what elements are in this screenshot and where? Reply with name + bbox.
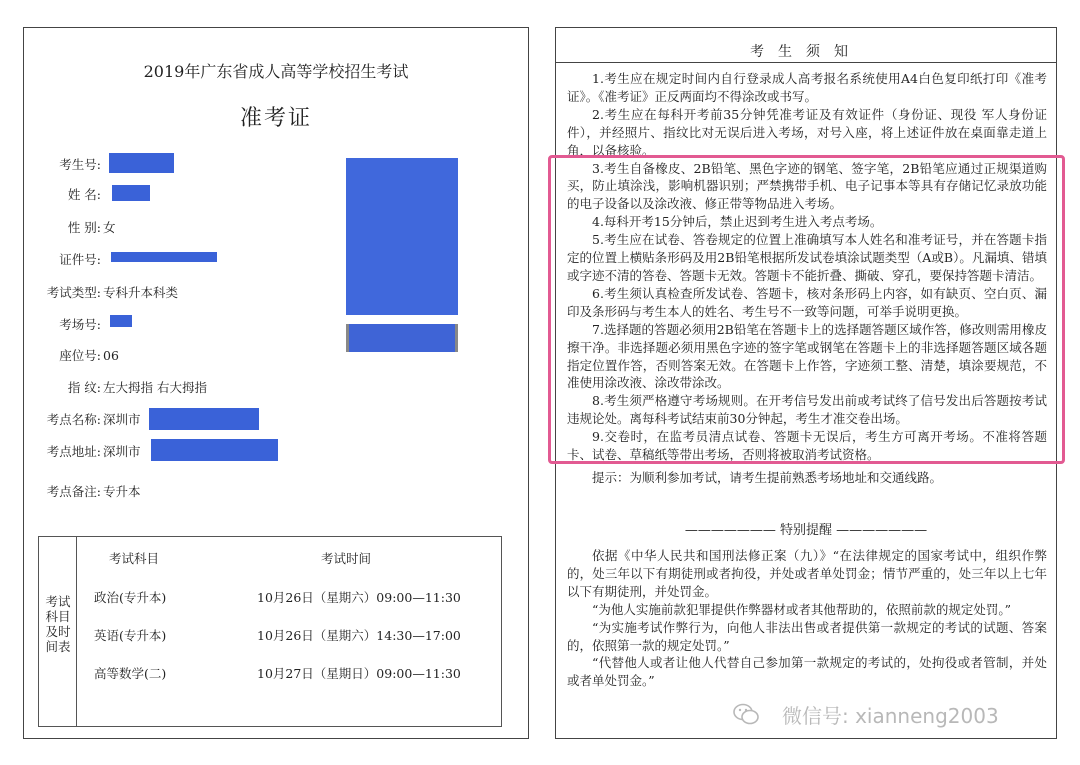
field-site-address bbox=[38, 442, 141, 460]
redaction-block bbox=[111, 252, 217, 262]
schedule-subject: 英语(专升本) bbox=[94, 628, 167, 643]
schedule-side-cell bbox=[39, 537, 77, 726]
notice-item: 9.交卷时，在监考员清点试卷、答题卡无误后，考生方可离开考场。不准将答题卡、试卷、草稿纸等带出考场，否则将被取消考试资格。 bbox=[567, 429, 1047, 463]
schedule-subject: 高等数学(二) bbox=[94, 666, 167, 681]
notice-item: 8.考生须严格遵守考场规则。在开考信号发出前或考试终了信号发出后答题按考试违规论处。离每科考试结束前30分钟起，考生才准交卷出场。 bbox=[567, 393, 1047, 427]
divider bbox=[556, 62, 1056, 63]
field-value: 深圳市 bbox=[103, 444, 141, 459]
special-paragraph: 依据《中华人民共和国刑法修正案（九）》“在法律规定的国家考试中，组织作弊的，处三年以下有期徒刑或者拘役，并处或者单处罚金；情节严重的，处三年以上七年以下有期徒刑，并处罚金。 bbox=[567, 548, 1047, 599]
field-value: 左大拇指 右大拇指 bbox=[103, 380, 207, 395]
field-label: 性 别: bbox=[67, 220, 101, 235]
wechat-icon bbox=[732, 703, 760, 725]
notice-item: 3.考生自备橡皮、2B铅笔、黑色字迹的钢笔、签字笔，2B铅笔应通过正规渠道购买，防止填涂浅，影响机器识别；严禁携带手机、电子记事本等具有存储记忆录放功能的电子设备以及涂改液、修正带等物品进入考场。 bbox=[567, 160, 1047, 212]
admission-ticket bbox=[23, 27, 529, 739]
field-id-no bbox=[38, 250, 101, 268]
exam-title: 2019年广东省成人高等学校招生考试 bbox=[143, 62, 409, 81]
schedule-time: 10月26日（星期六）14:30—17:00 bbox=[257, 628, 461, 643]
field-room-no bbox=[38, 315, 101, 333]
notice-tip: 提示：为顺利参加考试，请考生提前熟悉考场地址和交通线路。 bbox=[592, 470, 943, 485]
redaction-block bbox=[109, 153, 174, 173]
field-label: 考试类型: bbox=[46, 285, 101, 300]
field-value: 专升本 bbox=[103, 484, 141, 499]
photo-redacted bbox=[346, 158, 458, 315]
notice-item: 5.考生应在试卷、答卷规定的位置上准确填写本人姓名和准考证号，并在答题卡指定的位置上横贴条形码及用2B铅笔根据所发试卷填涂试题类型（A或B）。凡漏填、错填或字迹不清的答卷、答题卡无效。答题卡不能折叠、撕破、穿孔，要保持答题卡清洁。 bbox=[567, 232, 1047, 283]
notice-item: 7.选择题的答题必须用2B铅笔在答题卡上的选择题答题区域作答，修改则需用橡皮擦干净。非选择题必须用黑色字迹的签字笔或钢笔在答题卡上的非选择题答题区域各题指定位置作答，否则答案无效。在答题卡上作答，字迹须工整、清楚，填涂要规范，不准使用涂改液、涂改带涂改。 bbox=[567, 321, 1047, 391]
field-label: 证件号: bbox=[59, 252, 101, 267]
field-label: 考点备注: bbox=[46, 484, 101, 499]
notice-item: 1.考生应在规定时间内自行登录成人高考报名系统使用A4白色复印纸打印《准考证》。《准考证》正反两面均不得涂改或书写。 bbox=[567, 71, 1047, 104]
field-label: 座位号: bbox=[59, 348, 101, 363]
exam-schedule-table bbox=[38, 536, 502, 727]
notice-item: 4.每科开考15分钟后，禁止迟到考生进入考点考场。 bbox=[592, 214, 883, 230]
redaction-block bbox=[110, 315, 132, 327]
watermark-text: 微信号: xianneng2003 bbox=[782, 704, 999, 728]
special-reminder-heading: ——————— 特别提醒 ——————— bbox=[684, 523, 928, 538]
redaction-block bbox=[112, 185, 150, 201]
special-paragraph: “为他人实施前款犯罪提供作弊器材或者其他帮助的，依照前款的规定处罚。” bbox=[592, 601, 1012, 617]
barcode-redacted bbox=[346, 324, 458, 352]
field-label: 考场号: bbox=[59, 317, 101, 332]
schedule-header-time: 考试时间 bbox=[321, 551, 372, 566]
field-value: 06 bbox=[103, 348, 119, 363]
field-label: 考点地址: bbox=[46, 444, 101, 459]
schedule-header-subject: 考试科目 bbox=[109, 551, 160, 566]
field-seat-no bbox=[38, 346, 119, 364]
field-label: 考点名称: bbox=[46, 412, 101, 427]
notice-item: 6.考生须认真检查所发试卷、答题卡，核对条形码上内容，如有缺页、空白页、漏印及条形码与考生本人的姓名、考生号不一致等问题，可举手说明更换。 bbox=[567, 285, 1047, 319]
field-site-name bbox=[38, 410, 141, 428]
field-exam-type bbox=[38, 283, 178, 301]
special-reminder bbox=[567, 547, 1047, 690]
schedule-time: 10月27日（星期日）09:00—11:30 bbox=[257, 666, 461, 681]
notice-title: 考生须知 bbox=[750, 44, 862, 60]
field-label: 姓 名: bbox=[67, 187, 101, 202]
redaction-block bbox=[151, 439, 278, 461]
field-name bbox=[38, 185, 101, 203]
field-label: 指 纹: bbox=[67, 380, 101, 395]
special-paragraph: “代替他人或者让他人代替自己参加第一款规定的考试的，处拘役或者管制，并处或者单处罚金。” bbox=[567, 655, 1047, 689]
field-value: 女 bbox=[103, 220, 116, 235]
highlight-box bbox=[548, 155, 1065, 464]
field-value: 专科升本科类 bbox=[103, 285, 179, 300]
field-fingerprint bbox=[38, 378, 207, 396]
redaction-block bbox=[149, 408, 259, 430]
special-paragraph: “为实施考试作弊行为，向他人非法出售或者提供第一款规定的考试的试题、答案的，依照第一款的规定处罚。” bbox=[567, 619, 1047, 653]
field-gender bbox=[38, 218, 116, 236]
ticket-subtitle: 准考证 bbox=[239, 106, 312, 131]
notice-item: 2.考生应在每科开考前35分钟凭准考证及有效证件（身份证、现役 军人身份证件），并经照片、指纹比对无误后进入考场，对号入座，将上述证件放在桌面靠走道上角，以备核验。 bbox=[567, 106, 1047, 158]
field-candidate-no bbox=[38, 155, 101, 173]
field-value: 深圳市 bbox=[103, 412, 141, 427]
field-remark bbox=[38, 482, 141, 500]
schedule-time: 10月26日（星期六）09:00—11:30 bbox=[257, 590, 461, 605]
schedule-subject: 政治(专升本) bbox=[94, 590, 167, 605]
field-label: 考生号: bbox=[59, 157, 101, 172]
schedule-side-label: 考试科目及时间表 bbox=[45, 594, 71, 654]
